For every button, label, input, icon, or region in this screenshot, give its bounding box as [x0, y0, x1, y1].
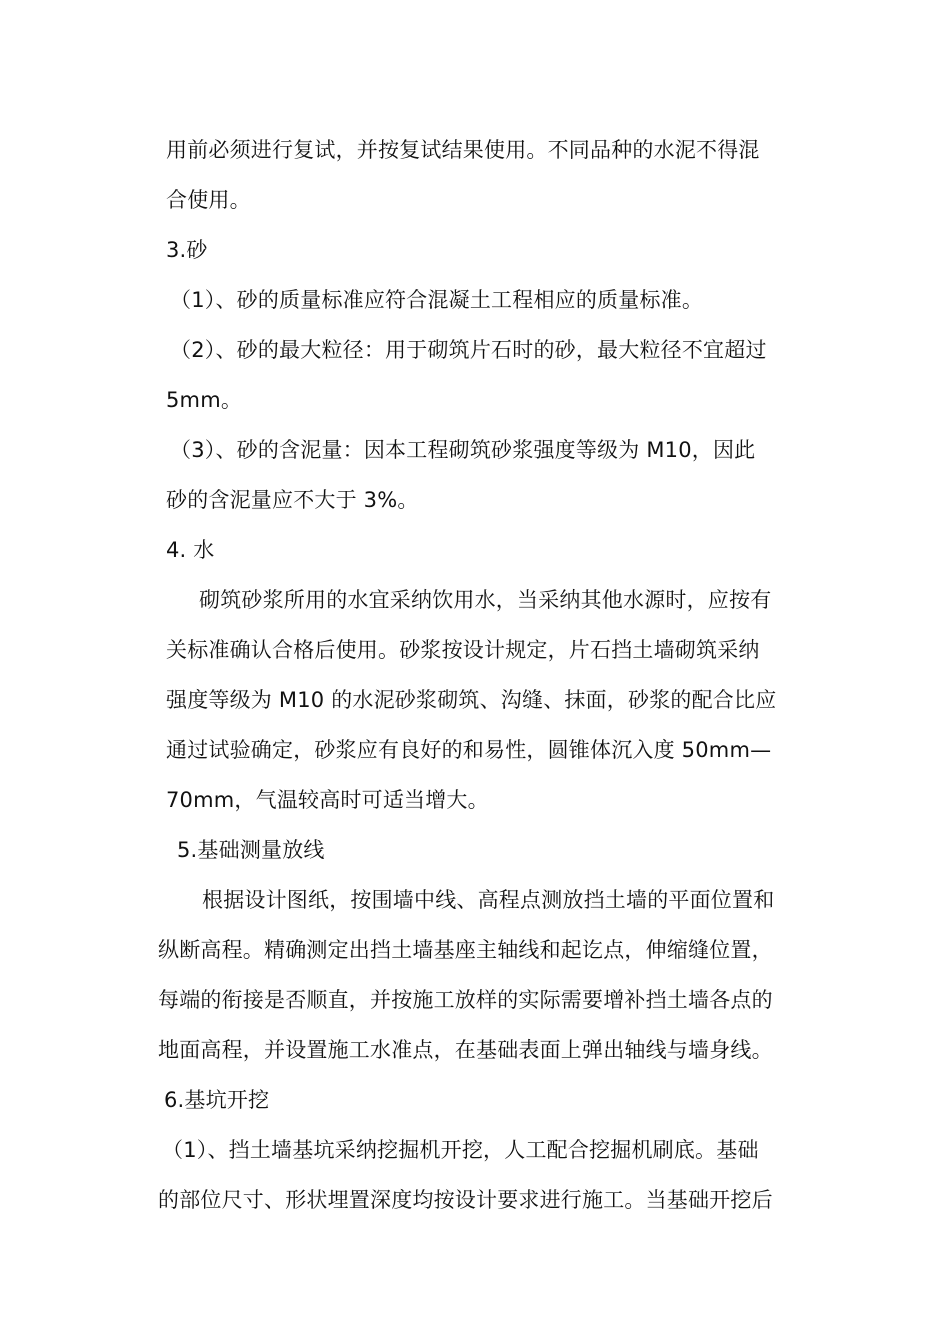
text-line: 砂的含泥量应不大于 3%。	[166, 488, 419, 512]
text-line: 合使用。	[166, 188, 251, 212]
section-heading-excavation: 6.基坑开挖	[164, 1088, 270, 1112]
text-line: 5mm。	[166, 388, 243, 412]
paragraph-line: 砌筑砂浆所用的水宜采纳饮用水，当采纳其他水源时，应按有	[199, 588, 772, 612]
list-item: （3）、砂的含泥量：因本工程砌筑砂浆强度等级为 M10，因此	[170, 438, 756, 462]
list-item: （1）、砂的质量标准应符合混凝土工程相应的质量标准。	[170, 288, 704, 312]
paragraph-line: 70mm，气温较高时可适当增大。	[166, 788, 489, 812]
section-heading-survey: 5.基础测量放线	[177, 838, 325, 862]
paragraph-line: 每端的衔接是否顺直，并按施工放样的实际需要增补挡土墙各点的	[158, 988, 773, 1012]
paragraph-line: 通过试验确定，砂浆应有良好的和易性，圆锥体沉入度 50mm—	[166, 738, 772, 762]
text-line: 用前必须进行复试，并按复试结果使用。不同品种的水泥不得混	[166, 138, 760, 162]
list-item: （1）、挡土墙基坑采纳挖掘机开挖，人工配合挖掘机刷底。基础	[162, 1138, 759, 1162]
paragraph-line: 根据设计图纸，按围墙中线、高程点测放挡土墙的平面位置和	[202, 888, 775, 912]
paragraph-line: 地面高程，并设置施工水准点，在基础表面上弹出轴线与墙身线。	[158, 1038, 773, 1062]
section-heading-sand: 3.砂	[166, 238, 208, 262]
section-heading-water: 4. 水	[166, 538, 215, 562]
paragraph-line: 强度等级为 M10 的水泥砂浆砌筑、沟缝、抹面，砂浆的配合比应	[166, 688, 777, 712]
list-item: （2）、砂的最大粒径：用于砌筑片石时的砂，最大粒径不宜超过	[170, 338, 767, 362]
paragraph-line: 的部位尺寸、形状埋置深度均按设计要求进行施工。当基础开挖后	[158, 1188, 773, 1212]
paragraph-line: 纵断高程。精确测定出挡土墙基座主轴线和起讫点，伸缩缝位置，	[158, 938, 773, 962]
paragraph-line: 关标准确认合格后使用。砂浆按设计规定，片石挡土墙砌筑采纳	[166, 638, 760, 662]
